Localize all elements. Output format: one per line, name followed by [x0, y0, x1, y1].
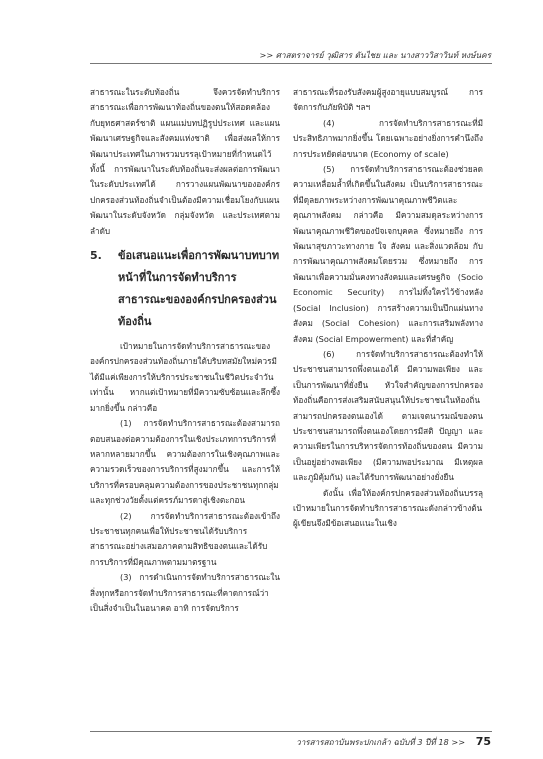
- paragraph: สาธารณะในระดับท้องถิ่น จึงควรจัดทำบริการสาธารณะเพื่อการพัฒนาท้องถิ่นของตนให้สอดคล้องกับยุทธศาสตร์ชาติ แผนแม่บทปฏิรูปประเทศ และแผนพัฒนาเศรษฐกิจและสังคมแห่งชาติ เพื่อส่งผลให้การพัฒนาประเทศในภาพรวมบรรลุเป้าหมายที่กำหนดไว้ ทั้งนี้ การพัฒนาในระดับท้องถิ่นจะส่งผลต่อการพัฒนาในระดับประเทศได้ การวางแผนพัฒนาขององค์กรปกครองส่วนท้องถิ่นจำเป็นต้องมีความเชื่อมโยงกับแผนพัฒนาในระดับจังหวัด กลุ่มจังหวัด และประเทศตามลำดับ: [90, 87, 280, 236]
- paragraph: เป้าหมายในการจัดทำบริการสาธารณะขององค์กรปกครองส่วนท้องถิ่นภายใต้บริบทสมัยใหม่ควรมีได้มีแค่เพียงการให้บริการประชาชนในชีวิตประจำวันเท่านั้น หากแต่เป้าหมายที่มีความซับซ้อนและลึกซึ้งมากยิ่งขึ้น กล่าวคือ: [90, 341, 280, 413]
- paragraph: (5) การจัดทำบริการสาธารณะต้องช่วยลดความเหลื่อมล้ำที่เกิดขึ้นในสังคม เป็นบริการสาธารณะที่มีดุลยภาพระหว่างการพัฒนาคุณภาพชีวิตและคุณภาพสังคม กล่าวคือ มีความสมดุลระหว่างการพัฒนาคุณภาพชีวิตของปัจเจกบุคคล ซึ่งหมายถึง การพัฒนาสุขภาวะทางกาย ใจ สังคม และสิ่งแวดล้อม กับการพัฒนาคุณภาพสังคมโดยรวม ซึ่งหมายถึง การพัฒนาเพื่อความมั่นคงทางสังคมและเศรษฐกิจ (Socio Economic Security) การไม่ทิ้งใครไว้ข้างหลัง (Social Inclusion) การสร้างความเป็นปึกแผ่นทางสังคม (Social Cohesion) และการเสริมพลังทางสังคม (Social Empowerment) และที่สำคัญ: [293, 164, 483, 344]
- paragraph: ดังนั้น เพื่อให้องค์กรปกครองส่วนท้องถิ่นบรรลุเป้าหมายในการจัดทำบริการสาธารณะดังกล่าวข้างต้น ผู้เขียนจึงมีข้อเสนอแนะในเชิง: [293, 487, 483, 529]
- journal-name: วารสารสถาบันพระปกเกล้า ฉบับที่ 3 ปีที่ 18 >>: [296, 737, 466, 747]
- paragraph: (4) การจัดทำบริการสาธารณะที่มีประสิทธิภาพมากยิ่งขึ้น โดยเฉพาะอย่างยิ่งการคำนึงถึงการประหยัดต่อขนาด (Economy of scale): [293, 117, 483, 159]
- section-heading: [90, 245, 280, 333]
- left-column: [90, 85, 280, 616]
- running-header: >> ศาสตราจารย์ วุฒิสาร ตันไชย และ นางสาววิสาวินท์ หงษ์นคร: [259, 50, 491, 60]
- page-number: 75: [475, 735, 491, 748]
- paragraph: (6) การจัดทำบริการสาธารณะต้องทำให้ประชาชนสามารถพึ่งตนเองได้ มีความพอเพียง และเป็นการพัฒนาที่ยั่งยืน หัวใจสำคัญของการปกครองท้องถิ่นคือการส่งเสริมสนับสนุนให้ประชาชนในท้องถิ่นสามารถปกครองตนเองได้ ตามเจตนารมณ์ของตน ประชาชนสามารถพึ่งตนเองโดยการมีสติ ปัญญา และความเพียรในการบริหารจัดการท้องถิ่นของตน มีความเป็นอยู่อย่างพอเพียง (มีความพอประมาณ มีเหตุผล และภูมิคุ้มกัน) และได้รับการพัฒนาอย่างยั่งยืน: [293, 348, 483, 483]
- paragraph: (3) การดำเนินการจัดทำบริการสาธารณะในสิ่งทุกหรือการจัดทำบริการสาธารณะที่คาดการณ์ว่าเป็นสิ่งจำเป็นในอนาคต อาทิ การจัดบริการ: [90, 572, 280, 613]
- paragraph: (1) การจัดทำบริการสาธารณะต้องสามารถตอบสนองต่อความต้องการในเชิงประเภทการบริการที่หลากหลายมากขึ้น ความต้องการในเชิงคุณภาพและความรวดเร็วของการบริการที่สูงมากขึ้น และการให้บริการที่ครอบคลุมความต้องการของประชาชนทุกกลุ่มและทุกช่วงวัยตั้งแต่ครรภ์มารดาสู่เชิงตะกอน: [90, 418, 280, 506]
- footer-rule: [90, 731, 492, 732]
- header-rule: [90, 63, 492, 64]
- paragraph: สาธารณะที่รองรับสังคมผู้สูงอายุแบบสมบูรณ์ การจัดการกับภัยพิบัติ ฯลฯ: [293, 87, 483, 113]
- right-column: [293, 85, 483, 532]
- section-title: ข้อเสนอแนะเพื่อการพัฒนาบทบาทหน้าที่ในการจัดทำบริการสาธารณะขององค์กรปกครองส่วนท้องถิ่น: [118, 249, 280, 329]
- running-footer: [296, 735, 491, 749]
- section-number: 5.: [90, 249, 102, 263]
- paragraph: (2) การจัดทำบริการสาธารณะต้องเข้าถึงประชาชนทุกคนเพื่อให้ประชาชนได้รับบริการสาธารณะอย่างเสมอภาคตามสิทธิของตนและได้รับการบริการที่มีคุณภาพตามมาตรฐาน: [90, 510, 280, 567]
